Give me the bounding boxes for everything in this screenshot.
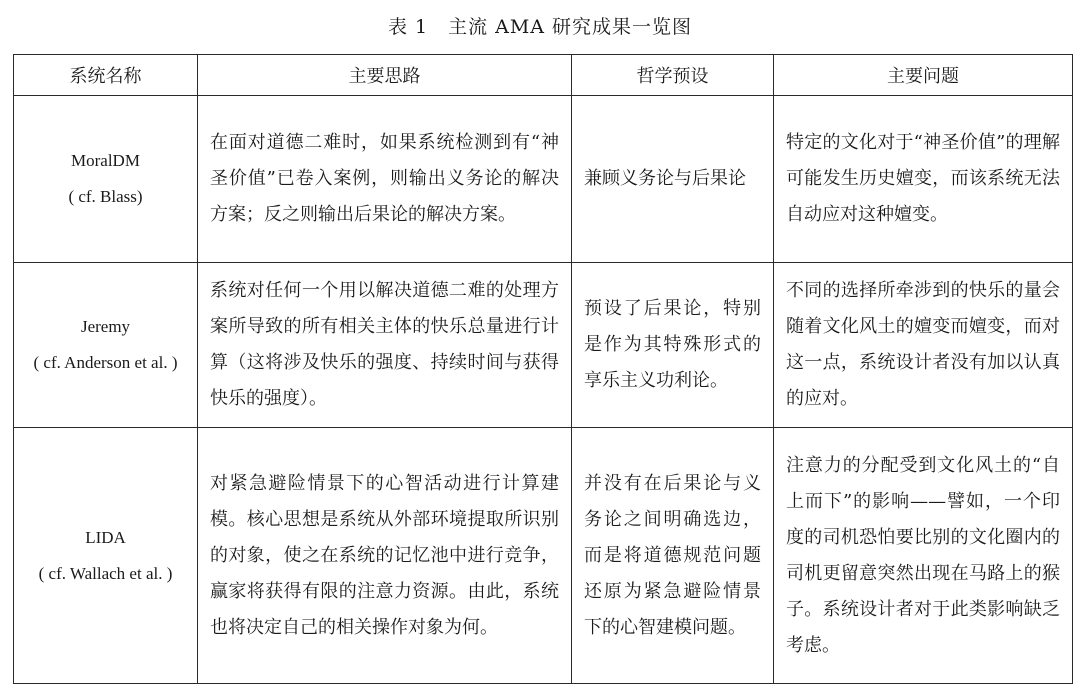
problem-cell: 不同的选择所牵涉到的快乐的量会随着文化风土的嬗变而嬗变，而对这一点，系统设计者没有加以认真的应对。	[774, 263, 1073, 428]
main-idea-cell: 对紧急避险情景下的心智活动进行计算建模。核心思想是系统从外部环境提取所识别的对象，使之在系统的记忆池中进行竞争，赢家将获得有限的注意力资源。由此，系统也将决定自己的相关操作对象为何。	[198, 428, 572, 684]
problem-cell: 注意力的分配受到文化风土的“自上而下”的影响——譬如，一个印度的司机恐怕要比别的文化圈内的司机更留意突然出现在马路上的猴子。系统设计者对于此类影响缺乏考虑。	[774, 428, 1073, 684]
table-row	[14, 428, 1073, 684]
main-idea-cell: 系统对任何一个用以解决道德二难的处理方案所导致的所有相关主体的快乐总量进行计算（这将涉及快乐的强度、持续时间与获得快乐的强度）。	[198, 263, 572, 428]
header-main-problem: 主要问题	[774, 55, 1073, 96]
philosophy-cell: 预设了后果论，特别是作为其特殊形式的享乐主义功利论。	[572, 263, 774, 428]
philosophy-cell: 并没有在后果论与义务论之间明确选边，而是将道德规范问题还原为紧急避险情景下的心智建模问题。	[572, 428, 774, 684]
main-idea-cell: 在面对道德二难时，如果系统检测到有“神圣价值”已卷入案例，则输出义务论的解决方案；反之则输出后果论的解决方案。	[198, 96, 572, 263]
header-main-idea: 主要思路	[198, 55, 572, 96]
system-name: LIDA	[85, 527, 126, 547]
system-citation: ( cf. Anderson et al. )	[33, 353, 178, 372]
system-citation: ( cf. Wallach et al. )	[38, 563, 173, 583]
table-row	[14, 96, 1073, 263]
table-caption: 表 1 主流 AMA 研究成果一览图	[387, 16, 693, 38]
system-name: MoralDM	[71, 151, 140, 170]
philosophy-cell: 兼顾义务论与后果论	[572, 96, 774, 263]
system-cell	[14, 428, 198, 684]
table-row	[14, 263, 1073, 428]
system-cell	[14, 96, 198, 263]
header-philosophy: 哲学预设	[572, 55, 774, 96]
system-name: Jeremy	[80, 317, 131, 336]
system-citation: ( cf. Blass)	[68, 187, 143, 206]
problem-cell: 特定的文化对于“神圣价值”的理解可能发生历史嬗变，而该系统无法自动应对这种嬗变。	[774, 96, 1073, 263]
ama-comparison-table	[13, 54, 1073, 684]
table-header-row	[14, 55, 1073, 96]
header-system-name: 系统名称	[14, 55, 198, 96]
system-cell	[14, 263, 198, 428]
